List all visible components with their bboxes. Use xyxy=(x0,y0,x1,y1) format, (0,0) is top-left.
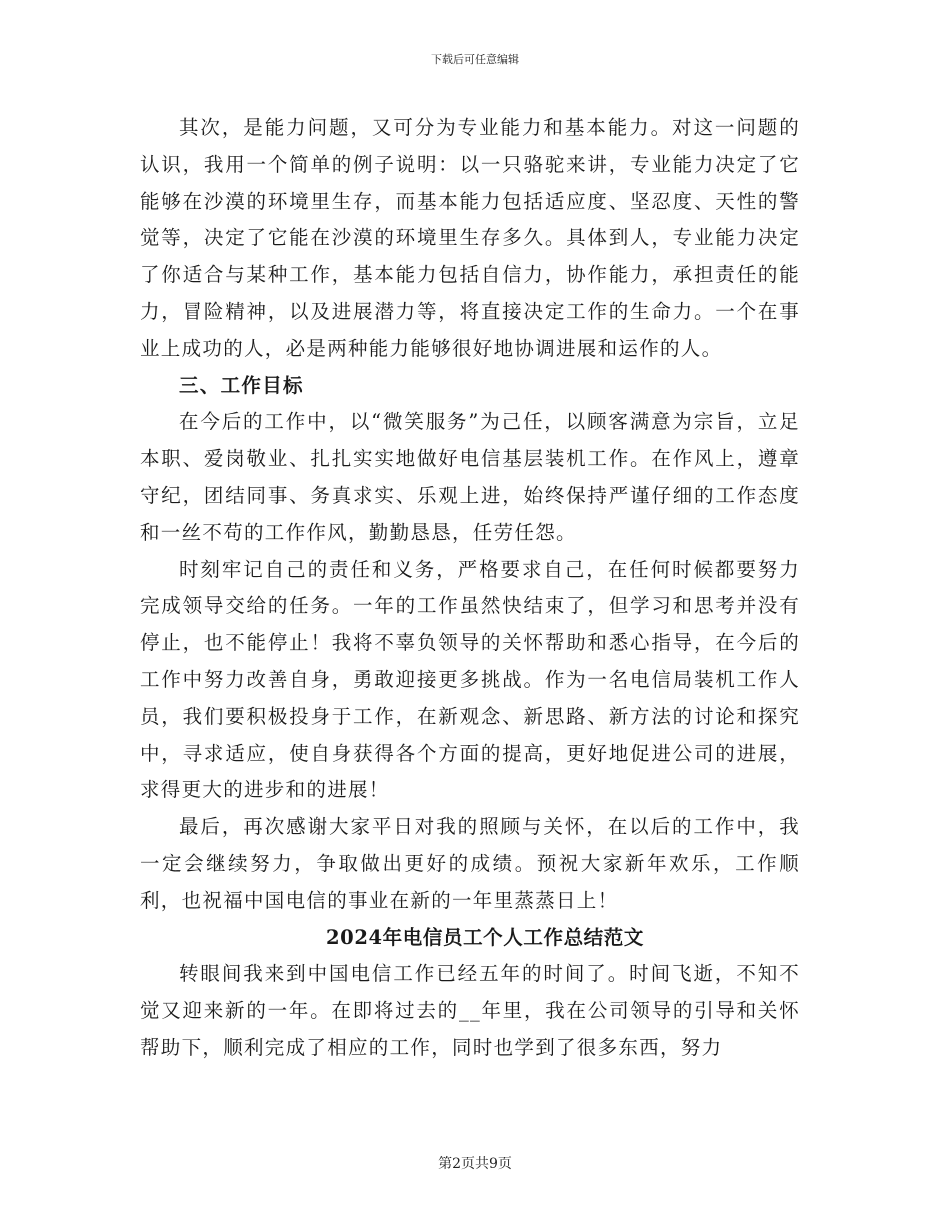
document-body xyxy=(140,110,800,1067)
document-title: 2024年电信员工个人工作总结范文 xyxy=(326,925,644,949)
paragraph-intro: 转眼间我来到中国电信工作已经五年的时间了。时间飞逝，不知不觉又迎来新的一年。在即将过去的__年里，我在公司领导的引导和关怀帮助下，顺利完成了相应的工作，同时也学到了很多东西，努力 xyxy=(140,962,800,1059)
paragraph-duty: 时刻牢记自己的责任和义务，严格要求自己，在任何时候都要努力完成领导交给的任务。一年的工作虽然快结束了，但学习和思考并没有停止，也不能停止！我将不辜负领导的关怀帮助和悉心指导，在今后的工作中努力改善自身，勇敢迎接更多挑战。作为一名电信局装机工作人员，我们要积极投身于工作，在新观念、新思路、新方法的讨论和探究中，寻求适应，使自身获得各个方面的提高，更好地促进公司的进展，求得更大的进步和的进展！ xyxy=(140,557,800,802)
paragraph-thanks: 最后，再次感谢大家平日对我的照顾与关怀，在以后的工作中，我一定会继续努力，争取做出更好的成绩。预祝大家新年欢乐，工作顺利，也祝福中国电信的事业在新的一年里蒸蒸日上！ xyxy=(140,815,800,912)
section-heading-work-goals: 三、工作目标 xyxy=(179,373,304,397)
page-number: 第2页共9页 xyxy=(438,1156,512,1172)
page-header-note: 下载后可任意编辑 xyxy=(431,53,519,66)
paragraph-goal: 在今后的工作中，以“微笑服务”为己任，以顾客满意为宗旨，立足本职、爱岗敬业、扎扎实实地做好电信基层装机工作。在作风上，遵章守纪，团结同事、务真求实、乐观上进，始终保持严谨仔细的工作态度和一丝不苟的工作作风，勤勤恳恳，任劳任怨。 xyxy=(140,410,800,544)
paragraph-ability: 其次，是能力问题，又可分为专业能力和基本能力。对这一问题的认识，我用一个简单的例子说明：以一只骆驼来讲，专业能力决定了它能够在沙漠的环境里生存，而基本能力包括适应度、坚忍度、天性的警觉等，决定了它能在沙漠的环境里生存多久。具体到人，专业能力决定了你适合与某种工作，基本能力包括自信力，协作能力，承担责任的能力，冒险精神，以及进展潜力等，将直接决定工作的生命力。一个在事业上成功的人，必是两种能力能够很好地协调进展和运作的人。 xyxy=(140,116,800,360)
